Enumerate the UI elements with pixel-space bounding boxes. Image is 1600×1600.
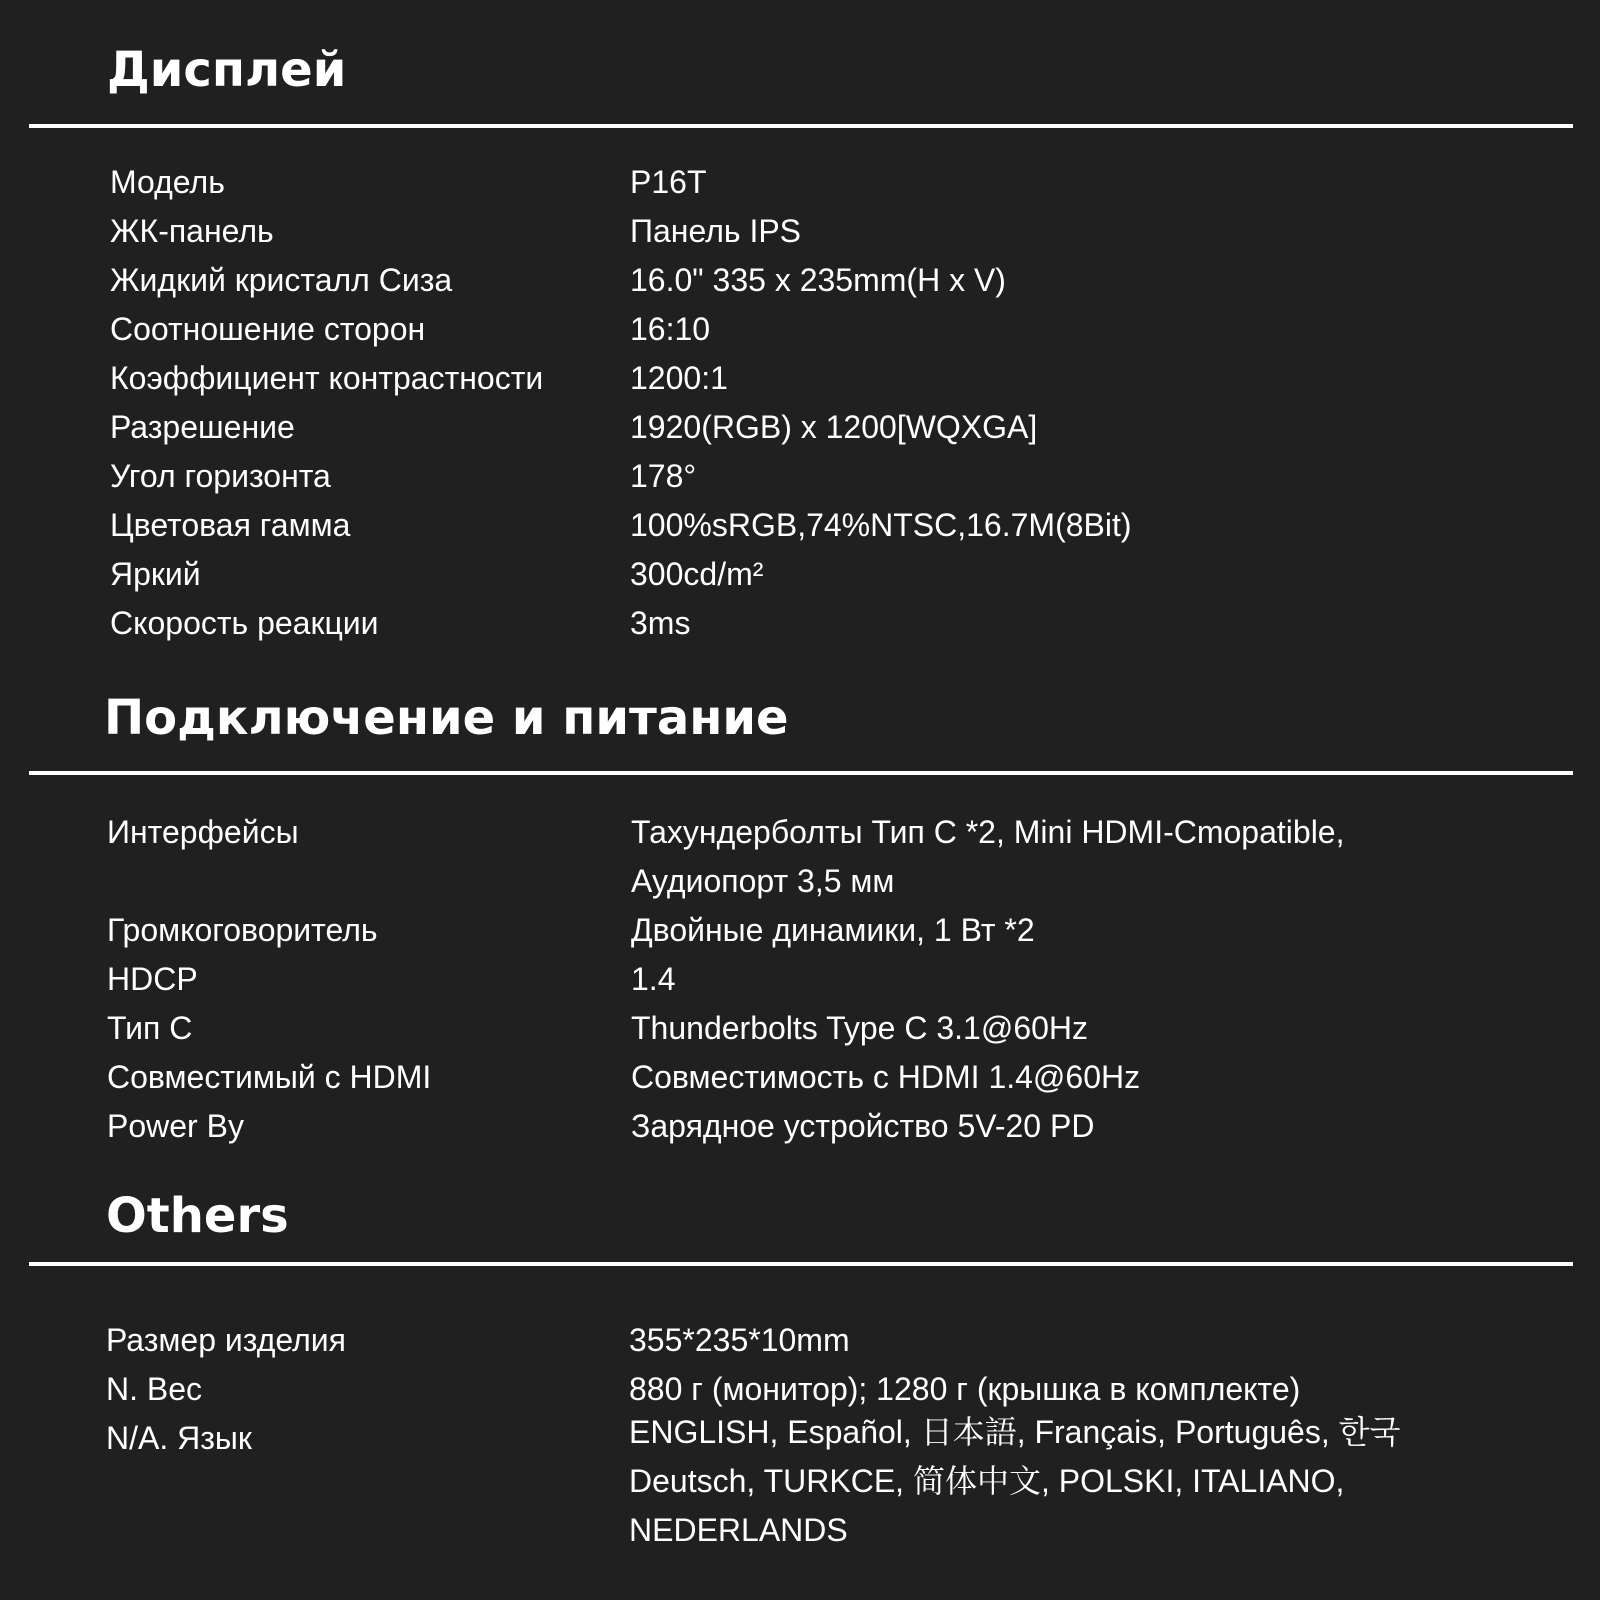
spec-label: Интерфейсы — [107, 814, 299, 850]
spec-value: Зарядное устройство 5V-20 PD — [631, 1108, 1095, 1144]
spec-label: Соотношение сторон — [110, 311, 426, 347]
spec-value: Двойные динамики, 1 Вт *2 — [631, 912, 1035, 948]
section-divider — [29, 1262, 1573, 1266]
spec-value: 16.0" 335 x 235mm(H x V) — [630, 262, 1006, 298]
spec-label: Коэффициент контрастности — [110, 360, 544, 396]
spec-label: Угол горизонта — [110, 458, 331, 494]
section-title-connectivity: Подключение и питание — [104, 690, 789, 746]
spec-label: N/A. Язык — [106, 1420, 252, 1456]
spec-value: 178° — [630, 458, 697, 494]
spec-value: Панель IPS — [630, 213, 802, 249]
spec-value: 1920(RGB) x 1200[WQXGA] — [630, 409, 1038, 445]
spec-value: Совместимость с HDMI 1.4@60Hz — [631, 1059, 1141, 1095]
spec-value: Тахундерболты Тип С *2, Mini HDMI-Cmopatible, Аудиопорт 3,5 мм — [631, 814, 1345, 899]
spec-value: 1200:1 — [630, 360, 728, 396]
spec-label: Совместимый с HDMI — [107, 1059, 432, 1095]
spec-label: Скорость реакции — [110, 605, 379, 641]
spec-value: 3ms — [630, 605, 691, 641]
spec-value: 355*235*10mm — [629, 1322, 850, 1358]
spec-label: Размер изделия — [106, 1322, 346, 1358]
spec-label: Тип C — [107, 1010, 193, 1046]
spec-value: P16T — [630, 164, 707, 200]
spec-label: Цветовая гамма — [110, 507, 351, 543]
spec-label: HDCP — [107, 961, 198, 997]
section-title-others: Others — [106, 1188, 289, 1244]
section-title-display: Дисплей — [107, 42, 347, 98]
spec-label: ЖК-панель — [110, 213, 274, 249]
spec-label: Модель — [110, 164, 225, 200]
spec-value: 300cd/m² — [630, 556, 764, 592]
spec-value: Thunderbolts Type C 3.1@60Hz — [631, 1010, 1089, 1046]
spec-label: Громкоговоритель — [107, 912, 378, 948]
spec-value: 100%sRGB,74%NTSC,16.7M(8Bit) — [630, 507, 1132, 543]
section-divider — [29, 771, 1573, 775]
spec-value: 16:10 — [630, 311, 711, 347]
spec-value: 1.4 — [631, 961, 676, 997]
section-divider — [29, 124, 1573, 128]
spec-label: Разрешение — [110, 409, 295, 445]
spec-value: 880 г (монитор); 1280 г (крышка в комплекте) — [629, 1371, 1301, 1407]
spec-value: ENGLISH, Español, 日本語, Français, Português, 한국 Deutsch, TURKCE, 简体中文, POLSKI, ITALIANO, NEDERLANDS — [629, 1414, 1401, 1548]
spec-label: Power By — [107, 1108, 244, 1144]
spec-label: Жидкий кристалл Сиза — [110, 262, 453, 298]
spec-label: Яркий — [110, 556, 201, 592]
spec-label: N. Вес — [106, 1371, 203, 1407]
